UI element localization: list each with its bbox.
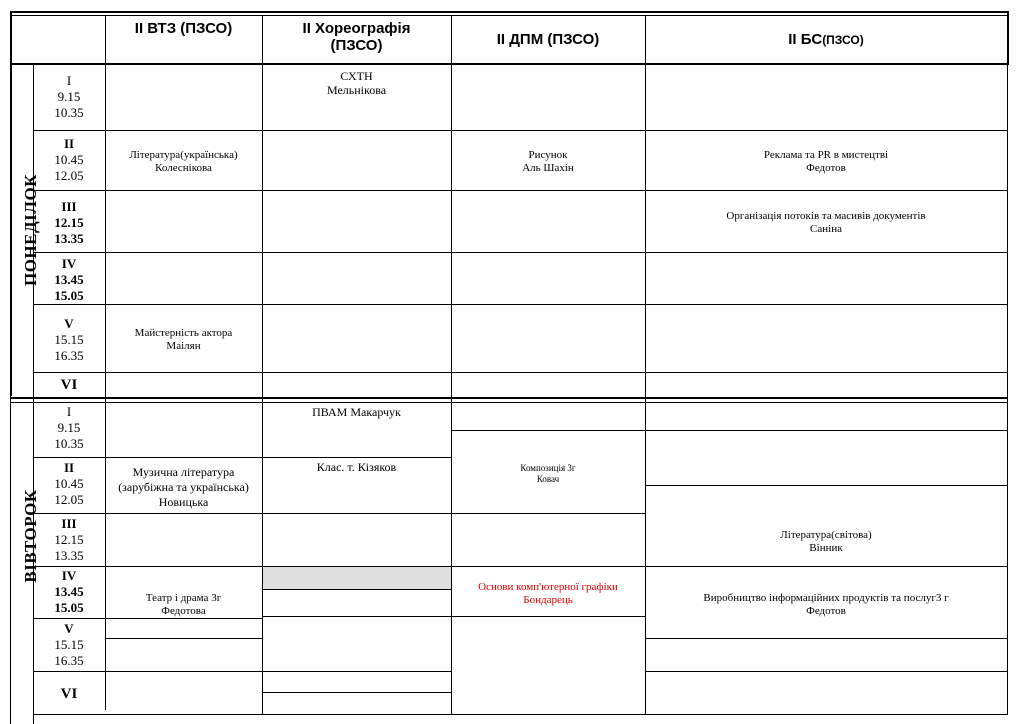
subject: Рисунок	[528, 149, 568, 161]
column-header-vtz: II ВТЗ (ПЗСО)	[134, 20, 233, 37]
teacher: Саніна	[810, 223, 842, 235]
teacher: Мельнікова	[326, 83, 387, 97]
period-end: 15.05	[54, 600, 84, 615]
monday-p2-bs	[645, 149, 1007, 175]
tuesday-p4-dpm	[451, 581, 645, 607]
tuesday-p1-choreography: ПВАМ Макарчук	[312, 405, 401, 419]
teacher: Ковач	[536, 474, 560, 484]
subject: Реклама та PR в мистецтві	[763, 149, 889, 161]
highlighted-cell	[263, 567, 451, 589]
subject: Музична література	[132, 465, 235, 479]
period-end: 13.35	[54, 548, 84, 563]
period-end: 16.35	[54, 348, 84, 363]
column-header-bs-title: II БС	[788, 31, 823, 48]
tuesday-p2-choreography: Клас. т. Кізяков	[316, 460, 397, 474]
subject: Основи комп'ютерної графіки	[478, 581, 618, 593]
period-number: II	[63, 460, 75, 475]
period-number: III	[61, 516, 77, 531]
period-number: I	[66, 404, 72, 419]
monday-p1-choreography	[262, 69, 451, 97]
period-start: 12.15	[54, 532, 84, 547]
subject: Композиція 3г	[520, 463, 576, 473]
teacher: Маілян	[166, 340, 201, 352]
period-number: V	[64, 621, 74, 636]
period-start: 9.15	[57, 89, 81, 104]
monday-p2-dpm	[451, 149, 645, 175]
period-start: 13.45	[54, 584, 84, 599]
period-4-tuesday	[33, 568, 105, 616]
tuesday-p3-bs	[645, 529, 1007, 555]
column-header-choreography-title: II Хореографія	[302, 20, 411, 37]
teacher: Федотов	[806, 162, 846, 174]
tuesday-p2-vtz	[105, 465, 262, 510]
subject: Література(світова)	[780, 529, 872, 541]
period-number: V	[64, 316, 74, 331]
column-header-dpm: II ДПМ (ПЗСО)	[496, 31, 600, 48]
period-number: III	[61, 199, 77, 214]
period-number: II	[63, 136, 75, 151]
day-label-tuesday: ВІВТОРОК	[21, 489, 40, 583]
column-header-bs-sub: (ПЗСО)	[822, 33, 864, 47]
period-2-tuesday	[33, 460, 105, 508]
period-6-tuesday	[33, 686, 105, 702]
period-start: 15.15	[54, 637, 84, 652]
period-2-monday	[33, 136, 105, 184]
period-end: 12.05	[54, 168, 84, 183]
teacher: Бондарець	[523, 594, 573, 606]
period-4-monday	[33, 256, 105, 304]
period-number: VI	[60, 686, 78, 702]
tuesday-p4-bs	[645, 592, 1007, 618]
column-header-bs	[645, 31, 1007, 49]
tuesday-p12-dpm	[451, 463, 645, 485]
period-1-monday	[33, 73, 105, 121]
teacher: Федотов	[806, 605, 846, 617]
period-5-tuesday	[33, 621, 105, 669]
monday-p5-vtz	[105, 327, 262, 353]
period-number: VI	[60, 377, 78, 393]
monday-p3-bs	[645, 210, 1007, 236]
period-start: 12.15	[54, 215, 84, 230]
subject: Театр і драма 3г	[145, 592, 222, 604]
period-1-tuesday	[33, 404, 105, 452]
monday-p2-vtz	[105, 149, 262, 175]
period-6-monday	[33, 377, 105, 393]
period-start: 10.45	[54, 476, 84, 491]
period-start: 13.45	[54, 272, 84, 287]
teacher: Новицька	[158, 495, 209, 509]
column-header-choreography	[262, 20, 451, 54]
subject: Література(українська)	[129, 149, 238, 161]
day-label-monday: ПОНЕДІЛОК	[21, 173, 40, 287]
period-3-tuesday	[33, 516, 105, 564]
teacher: Колеснікова	[155, 162, 212, 174]
period-start: 9.15	[57, 420, 81, 435]
period-end: 10.35	[54, 105, 84, 120]
period-5-monday	[33, 316, 105, 364]
teacher: Федотова	[161, 605, 206, 617]
subject: Організація потоків та масивів документів	[726, 210, 926, 222]
period-end: 12.05	[54, 492, 84, 507]
period-number: I	[66, 73, 72, 88]
teacher: Вінник	[809, 542, 843, 554]
period-3-monday	[33, 199, 105, 247]
subject: Виробництво інформаційних продуктів та послуг3 г	[703, 592, 949, 604]
subject-detail: (зарубіжна та українська)	[118, 480, 249, 494]
subject: СХТН	[340, 69, 373, 83]
column-header-choreography-sub: (ПЗСО)	[330, 37, 383, 54]
tuesday-p4-vtz	[105, 592, 262, 618]
teacher: Аль Шахін	[522, 162, 574, 174]
period-start: 15.15	[54, 332, 84, 347]
period-end: 15.05	[54, 288, 84, 303]
subject: Майстерність актора	[134, 327, 233, 339]
period-start: 10.45	[54, 152, 84, 167]
period-end: 16.35	[54, 653, 84, 668]
period-end: 10.35	[54, 436, 84, 451]
period-number: IV	[61, 256, 77, 271]
period-end: 13.35	[54, 231, 84, 246]
period-number: IV	[61, 568, 77, 583]
